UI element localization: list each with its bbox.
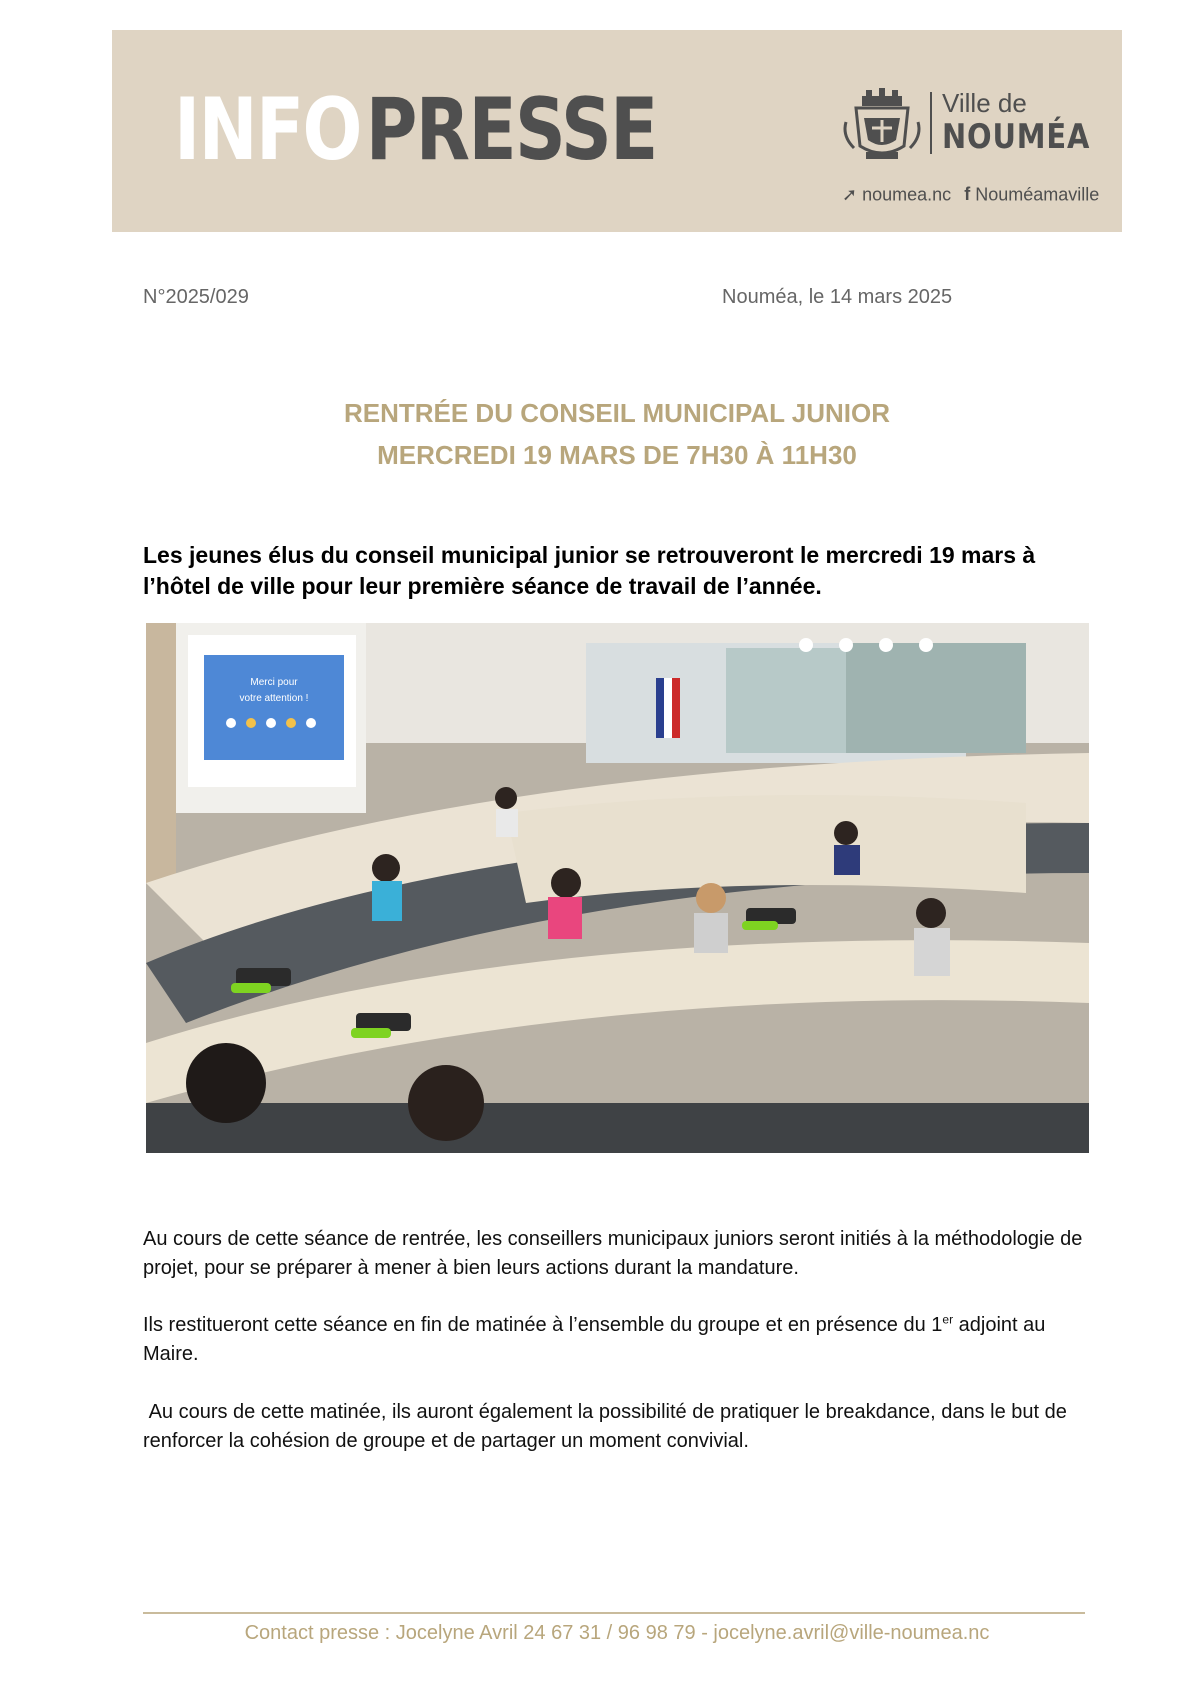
brand-info: INFO — [174, 80, 361, 180]
infopresse-wordmark — [174, 82, 657, 178]
press-release-title — [112, 392, 1122, 476]
title-line-2: MERCREDI 19 MARS DE 7H30 À 11H30 — [377, 440, 857, 470]
logo-noumea: NOUMÉA — [942, 117, 1091, 157]
lead-paragraph: Les jeunes élus du conseil municipal junior se retrouveront le mercredi 19 mars à l’hôtel de ville pour leur première séance de travail de l’année. — [143, 542, 1036, 599]
city-crest-icon — [842, 88, 922, 162]
logo-ville-de: Ville de — [942, 88, 1027, 118]
council-chamber-illustration — [146, 623, 1089, 1153]
body-paragraph-2-sup: er — [942, 1312, 954, 1327]
logo-website: noumea.nc — [862, 184, 952, 205]
screen-text-2: votre attention ! — [239, 693, 309, 704]
logo-socials — [842, 182, 1099, 205]
header-banner — [112, 30, 1122, 232]
title-line-1: RENTRÉE DU CONSEIL MUNICIPAL JUNIOR — [343, 398, 891, 428]
ville-de-noumea-logo — [842, 88, 1102, 208]
facebook-icon: f — [964, 184, 971, 205]
logo-divider — [930, 92, 932, 154]
logo-facebook: Nouméamaville — [975, 184, 1100, 205]
body-paragraph-1: Au cours de cette séance de rentrée, les conseillers municipaux juniors seront initiés à la méthodologie de projet, pour se préparer à mener à bien leurs actions durant la mandature. — [143, 1228, 1083, 1279]
footer-divider — [143, 1612, 1085, 1614]
body-paragraph-2 — [143, 1311, 1103, 1369]
body-paragraph-2-part2: adjoint au Maire. — [143, 1314, 1046, 1365]
council-chamber-photo — [146, 623, 1089, 1153]
body-paragraph-2-part1: Ils restitueront cette séance en fin de matinée à l’ensemble du groupe et en présence du 1 — [143, 1314, 943, 1336]
footer-contact: Contact presse : Jocelyne Avril 24 67 31 / 96 98 79 - jocelyne.avril@ville-noumea.nc — [244, 1622, 990, 1644]
publication-date: Nouméa, le 14 mars 2025 — [722, 286, 953, 308]
website-arrow-icon: ➚ — [842, 184, 858, 205]
screen-text-1: Merci pour — [250, 677, 298, 688]
reference-number: N°2025/029 — [143, 286, 249, 308]
body-paragraph-3-text: Au cours de cette matinée, ils auront également la possibilité de pratiquer le breakdance, dans le but de renforcer la cohésion de groupe et de partager un moment convivial. — [143, 1401, 1067, 1452]
brand-presse: PRESSE — [365, 80, 657, 180]
body-paragraph-3 — [143, 1398, 1103, 1456]
